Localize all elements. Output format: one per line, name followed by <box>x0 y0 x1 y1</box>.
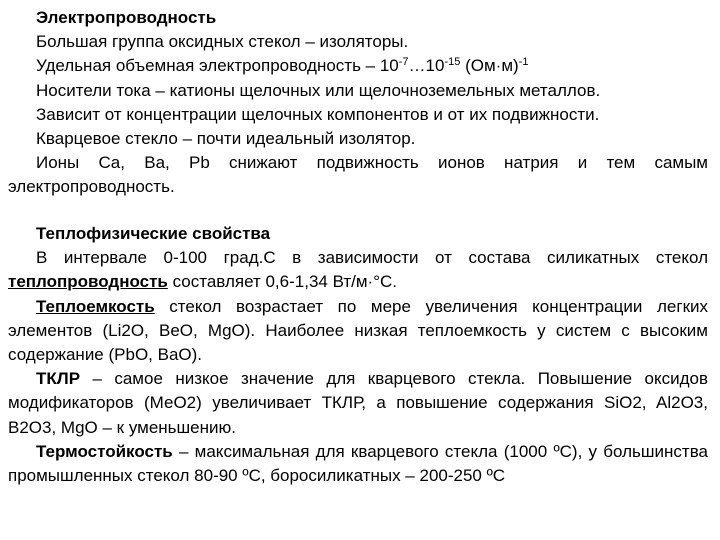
section-heading: Теплофизические свойства <box>36 224 271 243</box>
text-line: Большая группа оксидных стекол – изоляторы. <box>36 32 409 52</box>
heat-capacity-paragraph: Теплоемкость стекол возрастает по мере увеличения концентрации легких элементов (Li2O, BeO, MgO). Наиболее низкая теплоемкость у систем с высоким содержание (PbO, BaO). <box>8 296 708 365</box>
section-heading: Электропроводность <box>36 8 217 27</box>
tklr-paragraph: ТКЛР – самое низкое значение для кварцевого стекла. Повышение оксидов модификаторов (МеО2) увеличивает ТКЛР, а повышение содержания SiO2, Al2O3, B2O3, MgO – к уменьшению. <box>8 369 708 437</box>
resistivity-line: Удельная объемная электропроводность – $10^{-7}\dots 10^{-15}$ $(Ом\cdot м)^{-1}$ <box>36 56 529 76</box>
section-electrical-conductivity <box>8 6 708 200</box>
thermal-conductivity-paragraph: В интервале 0-100 град.С в зависимости от состава силикатных стекол теплопроводность составляет 0,6-1,34 Вт/м·°С. <box>8 248 708 292</box>
text-paragraph: Ионы Ca, Ba, Pb снижают подвижность ионов натрия и тем самым электропроводность. <box>8 153 708 197</box>
text-line: Носители тока – катионы щелочных или щелочноземельных металлов. <box>36 80 601 100</box>
section-thermal-properties <box>8 222 708 488</box>
text-line: Кварцевое стекло – почти идеальный изолятор. <box>36 129 416 149</box>
thermal-resistance-paragraph: Термостойкость – максимальная для кварцевого стекла (1000 ºС), у большинства промышленных стекол 80-90 ºС, боросиликатных – 200-250 ºС <box>8 441 708 486</box>
text-line: Зависит от концентрации щелочных компонентов и от их подвижности. <box>36 104 600 124</box>
